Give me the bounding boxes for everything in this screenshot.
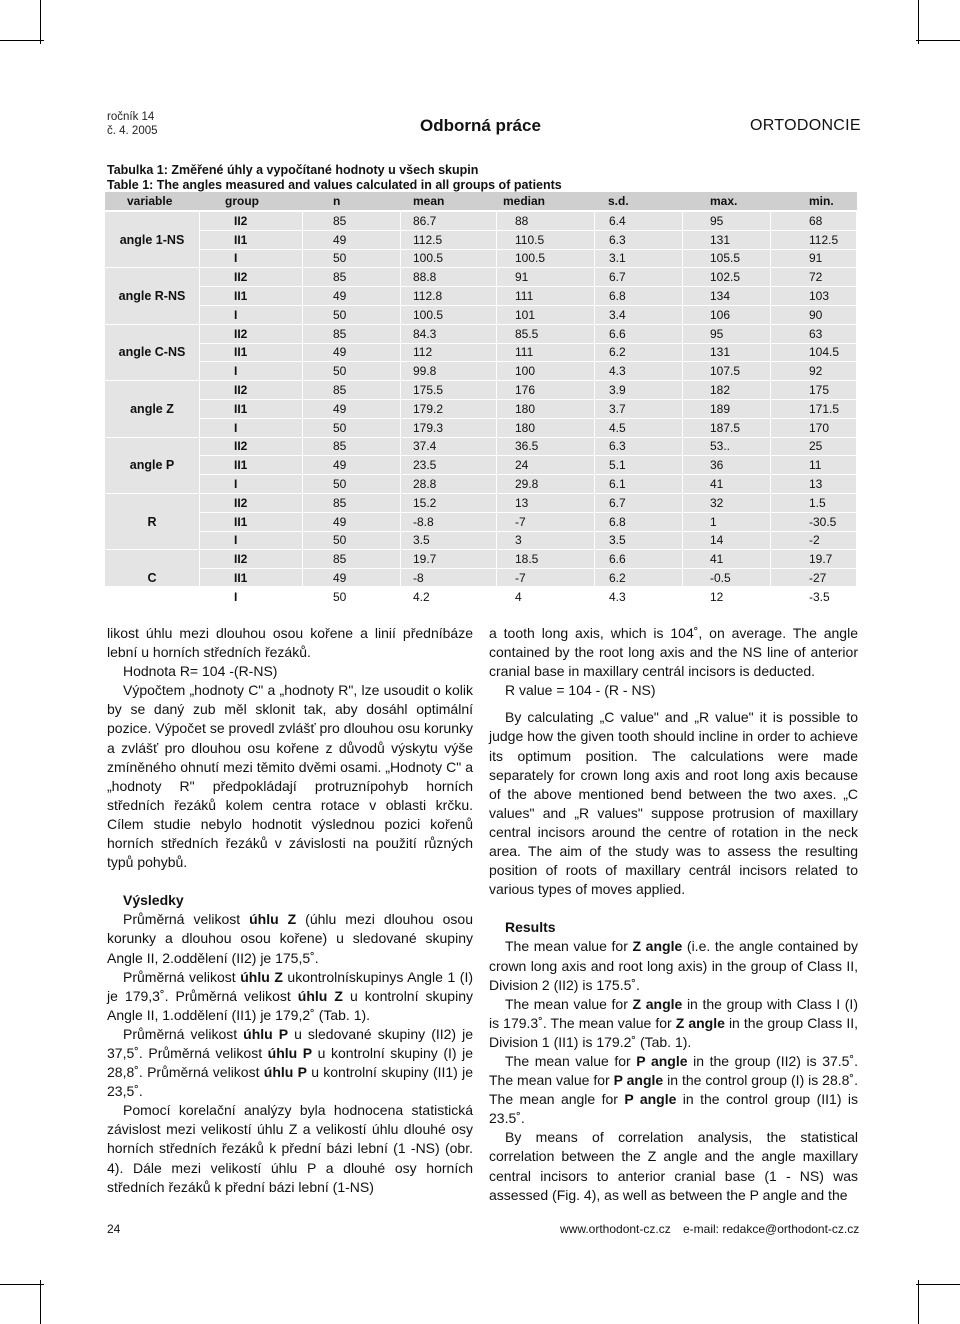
table-cell: II2 <box>200 325 303 344</box>
table-cell: -3.5 <box>771 588 857 607</box>
table-row <box>105 268 857 287</box>
table-cell: II2 <box>200 268 303 287</box>
table-cell: 86.7 <box>401 212 497 231</box>
bold-term: Z angle <box>632 995 683 1012</box>
table-cell: II1 <box>200 344 303 363</box>
text-run: Průměrná velikost <box>123 968 241 985</box>
table-header-row <box>105 192 857 212</box>
table-cell: II1 <box>200 231 303 250</box>
formula-text: R value = 104 - (R - NS) <box>505 682 656 699</box>
table-cell: 175.5 <box>401 381 497 400</box>
table-cell: I <box>200 362 303 381</box>
table-cell: 36 <box>683 456 771 475</box>
footer-website: www.orthodont-cz.cz <box>560 1222 671 1236</box>
table-cell: 72 <box>771 268 857 287</box>
table-cell: 63 <box>771 325 857 344</box>
table-cell: 49 <box>303 513 401 532</box>
table-cell: II1 <box>200 456 303 475</box>
bold-term: P angle <box>636 1052 688 1069</box>
table-cell: 4.3 <box>595 362 683 381</box>
table-cell: 85 <box>303 381 401 400</box>
text-run: u kontrolní skupiny (I) je 28,8˚. Průměrná velikost <box>107 1044 473 1081</box>
formula-text: Hodnota R= 104 -(R-NS) <box>123 663 278 680</box>
table-cell: 50 <box>303 306 401 325</box>
table-cell: 104.5 <box>771 344 857 363</box>
table-cell: 23.5 <box>401 456 497 475</box>
text-run: u kontrolní skupiny Angle II, 1.oddělení (II1) je 179,2˚ (Tab. 1). <box>107 987 473 1023</box>
table-cell: 50 <box>303 532 401 551</box>
text-run: in the control group (II1) is 23.5˚. <box>489 1091 858 1127</box>
table-cell: 90 <box>771 306 857 325</box>
table-cell: 49 <box>303 400 401 419</box>
table-cell: 85.5 <box>497 325 595 344</box>
table-cell: 50 <box>303 588 401 607</box>
text-run: u kontrolní skupiny (II1) je 23,5˚. <box>107 1064 473 1100</box>
volume-label: ročník 14 <box>107 111 155 123</box>
table-cell: -8 <box>401 569 497 588</box>
table-cell: 50 <box>303 250 401 269</box>
bold-term: Z angle <box>675 1014 725 1031</box>
text-run: in the group (II2) is 37.5˚. The mean value for <box>489 1052 858 1089</box>
col-header: median <box>497 192 595 212</box>
text-run: (úhlu mezi dlouhou osou korunky a dlouhou osou kořene) u sledované skupiny Angle II, 2.oddělení (II2) je 175,5˚. <box>107 911 473 966</box>
table-cell: 6.8 <box>595 513 683 532</box>
table-cell: 180 <box>497 400 595 419</box>
text-run: Průměrná velikost <box>123 911 250 928</box>
table-cell: 14 <box>683 532 771 551</box>
paragraph <box>107 968 473 1025</box>
table-cell: 85 <box>303 325 401 344</box>
table-cell: 182 <box>683 381 771 400</box>
paragraph: a tooth long axis, which is 104˚, on average. The angle contained by the root long axis and the NS line of anterior cranial base in maxillary centrál incisors is deducted. <box>489 625 858 680</box>
table-cell: 92 <box>771 362 857 381</box>
table-cell: I <box>200 250 303 269</box>
table-cell: 99.8 <box>401 362 497 381</box>
table-cell: 32 <box>683 494 771 513</box>
table-cell: 112.8 <box>401 287 497 306</box>
crop-mark <box>0 40 44 41</box>
table-cell: 112 <box>401 344 497 363</box>
table-cell: II1 <box>200 513 303 532</box>
table-cell: 4.2 <box>401 588 497 607</box>
table-cell: 3.9 <box>595 381 683 400</box>
table-cell: 68 <box>771 212 857 231</box>
bold-term: Z angle <box>632 938 683 955</box>
text-run: ukontrolnískupinys Angle 1 (I) je 179,3˚. Průměrná velikost <box>107 968 473 1004</box>
table-cell: 112.5 <box>401 231 497 250</box>
footer-email: e-mail: redakce@orthodont-cz.cz <box>683 1222 860 1236</box>
bold-term: úhlu P <box>263 1064 307 1081</box>
table-cell: 180 <box>497 419 595 438</box>
variable-cell: R <box>105 494 200 550</box>
table-cell: II2 <box>200 494 303 513</box>
text-run: The mean value for <box>505 938 633 955</box>
page-number: 24 <box>107 1222 121 1236</box>
table-cell: 49 <box>303 231 401 250</box>
col-header: mean <box>401 192 497 212</box>
table-row <box>105 494 857 513</box>
table-cell: 103 <box>771 287 857 306</box>
table-cell: II1 <box>200 287 303 306</box>
text-run: u sledované skupiny (II2) je 37,5˚. Průměrná velikost <box>107 1025 473 1061</box>
variable-cell: angle 1-NS <box>105 212 200 268</box>
table-cell: 134 <box>683 287 771 306</box>
table-cell: 100 <box>497 362 595 381</box>
table-cell: I <box>200 475 303 494</box>
table-cell: -30.5 <box>771 513 857 532</box>
table-row <box>105 212 857 231</box>
table-cell: 6.2 <box>595 344 683 363</box>
bold-term: úhlu P <box>267 1044 313 1061</box>
table-cell: 112.5 <box>771 231 857 250</box>
table-row <box>105 231 857 250</box>
table-cell: 85 <box>303 438 401 457</box>
table-cell: -2 <box>771 532 857 551</box>
table-cell: -7 <box>497 569 595 588</box>
table-row <box>105 513 857 532</box>
table-cell: 12 <box>683 588 771 607</box>
table-cell: 179.2 <box>401 400 497 419</box>
table-caption <box>107 163 562 193</box>
table-row <box>105 588 857 607</box>
paragraph <box>107 1025 473 1101</box>
table-cell: 15.2 <box>401 494 497 513</box>
paragraph: By means of correlation analysis, the statistical correlation between the Z angle and the angle maxillary central incisors to anterior cranial base (1 - NS) was assessed (Fig. 4), as well as between the P angle and the <box>489 1129 858 1203</box>
table-cell: 85 <box>303 550 401 569</box>
table-row <box>105 456 857 475</box>
table-cell: 3.5 <box>401 532 497 551</box>
table-cell: 36.5 <box>497 438 595 457</box>
table-cell: 91 <box>771 250 857 269</box>
table-cell: I <box>200 306 303 325</box>
bold-term: P angle <box>613 1072 664 1089</box>
table-cell: 19.7 <box>401 550 497 569</box>
crop-mark <box>918 1280 919 1324</box>
table-row <box>105 344 857 363</box>
table-cell: 85 <box>303 212 401 231</box>
table-cell: 50 <box>303 475 401 494</box>
table-cell: 13 <box>771 475 857 494</box>
paragraph: By calculating „C value" and „R value" it is possible to judge how the given tooth should incline in order to achieve its optimum position. The calculations were made separately for crown long axis and root long axis because of the above mentioned bend between the two axes. „C values" and „R values" suppose protrusion of maxillary central incisors around the centre of rotation in the neck area. The aim of the study was to assess the resulting position of roots of maxillary centrál incisors related to various types of moves applied. <box>489 709 858 898</box>
table-cell: 4 <box>497 588 595 607</box>
bold-term: P angle <box>624 1091 677 1108</box>
table-cell: 50 <box>303 362 401 381</box>
table-cell: 49 <box>303 456 401 475</box>
table-cell: 24 <box>497 456 595 475</box>
bold-term: úhlu P <box>243 1025 289 1042</box>
journal-section: ORTODONCIE <box>750 117 861 134</box>
table-cell: 179.3 <box>401 419 497 438</box>
table-cell: 6.6 <box>595 550 683 569</box>
table-row <box>105 532 857 551</box>
table-cell: 5.1 <box>595 456 683 475</box>
table-cell: 19.7 <box>771 550 857 569</box>
table-cell: 41 <box>683 550 771 569</box>
table-cell: 101 <box>497 306 595 325</box>
crop-mark <box>918 0 919 44</box>
crop-mark <box>40 0 41 44</box>
variable-cell: angle P <box>105 438 200 494</box>
table-cell: 6.2 <box>595 569 683 588</box>
table-row <box>105 438 857 457</box>
crop-mark <box>916 40 960 41</box>
table-cell: 37.4 <box>401 438 497 457</box>
table-cell: 6.7 <box>595 494 683 513</box>
table-row <box>105 550 857 569</box>
formula <box>107 662 473 681</box>
table-cell: 6.3 <box>595 231 683 250</box>
data-table <box>105 192 857 604</box>
table-cell: 131 <box>683 344 771 363</box>
text-run: The mean value for <box>505 1052 637 1069</box>
table-cell: 100.5 <box>401 306 497 325</box>
table-cell: 3.7 <box>595 400 683 419</box>
table-cell: 110.5 <box>497 231 595 250</box>
table-cell: I <box>200 419 303 438</box>
table-cell: II2 <box>200 438 303 457</box>
table-cell: II1 <box>200 400 303 419</box>
table-cell: 105.5 <box>683 250 771 269</box>
variable-cell: angle R-NS <box>105 268 200 324</box>
article-column-czech <box>107 624 473 1197</box>
crop-mark <box>916 1284 960 1285</box>
table-cell: 6.8 <box>595 287 683 306</box>
table-cell: 176 <box>497 381 595 400</box>
table-cell: 50 <box>303 419 401 438</box>
text-run: in the group with Class I (I) is 179.3˚. The mean value for <box>489 995 858 1031</box>
variable-cell: C <box>105 550 200 606</box>
paragraph <box>107 910 473 967</box>
table-cell: II2 <box>200 212 303 231</box>
paragraph <box>489 1052 858 1128</box>
table-cell: 95 <box>683 325 771 344</box>
table-cell: 100.5 <box>497 250 595 269</box>
text-run: The mean value for <box>505 995 633 1012</box>
table-cell: -8.8 <box>401 513 497 532</box>
table-cell: 6.4 <box>595 212 683 231</box>
table-cell: 13 <box>497 494 595 513</box>
table-cell: 28.8 <box>401 475 497 494</box>
table-row <box>105 475 857 494</box>
article-type-title: Odborná práce <box>420 116 541 135</box>
variable-cell: angle C-NS <box>105 325 200 381</box>
col-header: s.d. <box>595 192 683 212</box>
table-cell: 171.5 <box>771 400 857 419</box>
table-cell: 1 <box>683 513 771 532</box>
table-cell: -27 <box>771 569 857 588</box>
table-cell: 84.3 <box>401 325 497 344</box>
results-heading: Výsledky <box>123 892 184 909</box>
col-header: group <box>200 192 303 212</box>
paragraph: likost úhlu mezi dlouhou osou kořene a linií předníbáze lební u horních středních řezáků. <box>107 625 473 661</box>
table-body <box>105 212 857 607</box>
table-cell: 41 <box>683 475 771 494</box>
table-cell: 49 <box>303 569 401 588</box>
text-run: in the control group (I) is 28.8˚. The mean angle for <box>489 1072 858 1108</box>
col-header: n <box>303 192 401 212</box>
col-header: min. <box>771 192 857 212</box>
table-cell: II1 <box>200 569 303 588</box>
table-cell: II2 <box>200 381 303 400</box>
table-cell: 175 <box>771 381 857 400</box>
table-cell: 88 <box>497 212 595 231</box>
col-header: variable <box>105 192 200 212</box>
table-cell: 189 <box>683 400 771 419</box>
formula <box>489 681 858 700</box>
table-cell: 3.1 <box>595 250 683 269</box>
table-cell: -7 <box>497 513 595 532</box>
table-cell: 102.5 <box>683 268 771 287</box>
text-run: Průměrná velikost <box>123 1025 244 1042</box>
table-row <box>105 400 857 419</box>
paragraph <box>489 995 858 1052</box>
issue-label: č. 4. 2005 <box>107 125 158 137</box>
table-cell: 4.3 <box>595 588 683 607</box>
table-cell: I <box>200 532 303 551</box>
table-cell: 53.. <box>683 438 771 457</box>
article-column-english <box>489 624 858 1205</box>
table-row <box>105 362 857 381</box>
table-row <box>105 250 857 269</box>
table-cell: -0.5 <box>683 569 771 588</box>
table-cell: 6.6 <box>595 325 683 344</box>
table-cell: 111 <box>497 287 595 306</box>
bold-term: úhlu Z <box>249 911 297 928</box>
table-cell: 6.7 <box>595 268 683 287</box>
variable-cell: angle Z <box>105 381 200 437</box>
table-cell: 106 <box>683 306 771 325</box>
journal-volume <box>107 110 158 138</box>
table-row <box>105 306 857 325</box>
table-row <box>105 419 857 438</box>
crop-mark <box>40 1280 41 1324</box>
table-caption-cz: Tabulka 1: Změřené úhly a vypočítané hodnoty u všech skupin <box>107 163 479 177</box>
table-cell: 88.8 <box>401 268 497 287</box>
crop-mark <box>0 1284 44 1285</box>
table-cell: 3.5 <box>595 532 683 551</box>
table-cell: 85 <box>303 268 401 287</box>
table-cell: 100.5 <box>401 250 497 269</box>
table-cell: 107.5 <box>683 362 771 381</box>
table-cell: 1.5 <box>771 494 857 513</box>
table-row <box>105 569 857 588</box>
table-cell: 85 <box>303 494 401 513</box>
bold-term: úhlu Z <box>240 968 283 985</box>
table-row <box>105 325 857 344</box>
table-cell: I <box>200 588 303 607</box>
table-cell: 170 <box>771 419 857 438</box>
table-caption-en: Table 1: The angles measured and values calculated in all groups of patients <box>107 178 562 192</box>
table-cell: 95 <box>683 212 771 231</box>
table-cell: 11 <box>771 456 857 475</box>
table-cell: 29.8 <box>497 475 595 494</box>
table-cell: 4.5 <box>595 419 683 438</box>
text-run: (i.e. the angle contained by crown long axis and root long axis) in the group of Class II, Division 2 (II2) is 175.5˚. <box>489 938 858 993</box>
paragraph: Výpočtem „hodnoty C" a „hodnoty R", lze usoudit o kolik by se daný zub měl sklonit tak, aby dosáhl optimální pozice. Výpočet se provedl zvlášť pro dlouhou osu korunky a zvlášť pro dlouhou osu kořene z důvodů výskytu výše zmíněného ohnutí mezi těmito dvěmi osami. „Hodnoty C" a „hodnoty R" předpokládají protruznípohyb horních středních řezáků kolem centra rotace v oblasti krčku. Cílem studie nebylo hodnotit výslednou pozici kořenů horních středních řezáků v závislosti na použití různých typů pohybů. <box>107 682 473 871</box>
table-cell: 49 <box>303 344 401 363</box>
table-cell: 6.3 <box>595 438 683 457</box>
table-cell: 3 <box>497 532 595 551</box>
results-heading: Results <box>505 919 556 936</box>
text-run: in the group Class II, Division 1 (II1) is 179.2˚ (Tab. 1). <box>489 1014 858 1050</box>
table-cell: 25 <box>771 438 857 457</box>
table-row <box>105 381 857 400</box>
table-row <box>105 287 857 306</box>
table-cell: 91 <box>497 268 595 287</box>
table-cell: 18.5 <box>497 550 595 569</box>
table-cell: 3.4 <box>595 306 683 325</box>
paragraph: Pomocí korelační analýzy byla hodnocena statistická závislost mezi velikostí úhlu Z a velikostí úhlu dlouhé osy horních středních řezáků k přední bázi lební (1 -NS) (obr. 4). Dále mezi velikostí úhlu P a dlouhé osy horních středních řezáků k přední bázi lební (1-NS) <box>107 1102 473 1195</box>
table-cell: II2 <box>200 550 303 569</box>
col-header: max. <box>683 192 771 212</box>
table-cell: 6.1 <box>595 475 683 494</box>
table-cell: 187.5 <box>683 419 771 438</box>
table-cell: 131 <box>683 231 771 250</box>
table-cell: 111 <box>497 344 595 363</box>
bold-term: úhlu Z <box>297 987 343 1004</box>
table-cell: 49 <box>303 287 401 306</box>
paragraph <box>489 937 858 994</box>
